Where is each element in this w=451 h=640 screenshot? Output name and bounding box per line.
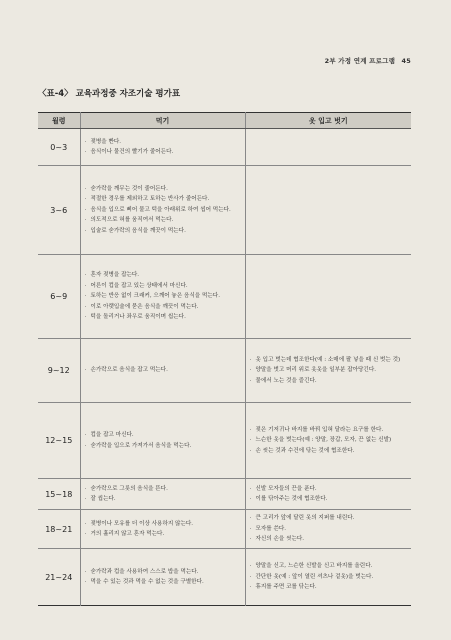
age-cell: 18~21: [38, 510, 80, 549]
self-help-evaluation-table: [38, 112, 411, 606]
age-cell: 15~18: [38, 479, 80, 510]
eating-list: [85, 567, 241, 588]
dressing-cell: [245, 510, 411, 549]
eating-cell: [80, 255, 245, 339]
dressing-list: [250, 484, 408, 505]
dressing-item: · 큰 고리가 앞에 달린 옷의 지퍼를 내린다.: [250, 513, 408, 524]
header-age: 월령: [38, 113, 80, 129]
eating-item: · 먹을 수 있는 것과 먹을 수 없는 것을 구별한다.: [85, 577, 241, 588]
eating-item: · 이로 아랫입술에 묻은 음식을 깨끗이 먹는다.: [85, 302, 241, 313]
eating-item: · 숟가락과 컵을 사용하여 스스로 밥을 먹는다.: [85, 567, 241, 578]
dressing-item: · 옷 입고 벗는데 협조한다(예 : 소매에 팔 넣을 때 신 벗는 것): [250, 355, 408, 366]
eating-list: [85, 519, 241, 540]
eating-item: · 손가락으로 음식을 잡고 먹는다.: [85, 365, 241, 376]
eating-list: [85, 184, 241, 237]
dressing-cell: [245, 129, 411, 166]
age-cell: 3~6: [38, 166, 80, 255]
eating-item: · 컵을 잡고 마신다.: [85, 430, 241, 441]
dressing-cell: [245, 549, 411, 606]
eating-list: [85, 484, 241, 505]
table-row: [38, 403, 411, 479]
eating-item: · 의도적으로 혀를 움직여서 먹는다.: [85, 215, 241, 226]
age-cell: 0~3: [38, 129, 80, 166]
dressing-cell: [245, 255, 411, 339]
table-row: [38, 549, 411, 606]
table-row: [38, 339, 411, 403]
eating-list: [85, 365, 241, 376]
dressing-list: [250, 355, 408, 387]
dressing-item: · 간단한 옷(예 : 앞이 열린 셔츠나 겉옷)을 벗는다.: [250, 572, 408, 583]
dressing-item: · 느슨한 옷을 벗는다(예 : 양말, 장갑, 모자, 끈 없는 신발): [250, 435, 408, 446]
age-cell: 9~12: [38, 339, 80, 403]
eating-item: · 젖병을 빤다.: [85, 137, 241, 148]
header-eating: 먹기: [80, 113, 245, 129]
age-cell: 6~9: [38, 255, 80, 339]
eating-cell: [80, 403, 245, 479]
eating-cell: [80, 129, 245, 166]
eating-cell: [80, 549, 245, 606]
age-cell: 12~15: [38, 403, 80, 479]
dressing-cell: [245, 166, 411, 255]
page-number: 45: [401, 57, 411, 65]
dressing-list: [250, 425, 408, 457]
eating-list: [85, 137, 241, 158]
eating-item: · 어른이 컵을 잡고 있는 상태에서 마신다.: [85, 281, 241, 292]
table-header-row: [38, 113, 411, 129]
eating-item: · 토하는 반응 없이 크래커, 으깨어 놓은 음식을 먹는다.: [85, 291, 241, 302]
table-row: [38, 510, 411, 549]
dressing-item: · 휴지를 주면 코를 닦는다.: [250, 582, 408, 593]
dressing-item: · 모자를 쓴다.: [250, 524, 408, 535]
header-dressing: 옷 입고 벗기: [245, 113, 411, 129]
eating-cell: [80, 166, 245, 255]
dressing-cell: [245, 403, 411, 479]
dressing-item: · 이를 닦아주는 것에 협조한다.: [250, 494, 408, 505]
dressing-item: · 양말을 신고, 느슨한 신발을 신고 바지를 올린다.: [250, 561, 408, 572]
dressing-item: · 물에서 노는 것을 즐긴다.: [250, 376, 408, 387]
eating-item: · 음식이나 물건의 빨기가 줄어든다.: [85, 147, 241, 158]
eating-item: · 적절한 경우를 제외하고 토하는 반사가 줄어든다.: [85, 194, 241, 205]
dressing-item: · 손 씻는 것과 수건에 닦는 것에 협조한다.: [250, 446, 408, 457]
dressing-item: · 젖은 기저귀나 바지를 바꿔 입혀 달라는 요구를 한다.: [250, 425, 408, 436]
eating-cell: [80, 510, 245, 549]
eating-item: · 턱을 돌리거나 좌우로 움직이며 씹는다.: [85, 312, 241, 323]
eating-cell: [80, 479, 245, 510]
running-header-text: 2부 가정 연계 프로그램: [324, 57, 396, 65]
eating-list: [85, 430, 241, 451]
eating-item: · 잘 씹는다.: [85, 494, 241, 505]
dressing-cell: [245, 339, 411, 403]
dressing-list: [250, 561, 408, 593]
dressing-item: · 신발 모자들의 끈을 푼다.: [250, 484, 408, 495]
eating-item: · 혼자 젖병을 잡는다.: [85, 270, 241, 281]
dressing-item: · 양말을 벗고 머리 위로 옷옷을 일부분 잡아당긴다.: [250, 365, 408, 376]
table-row: [38, 255, 411, 339]
table-row: [38, 129, 411, 166]
dressing-list: [250, 513, 408, 545]
age-cell: 21~24: [38, 549, 80, 606]
eating-list: [85, 270, 241, 323]
table-row: [38, 479, 411, 510]
eating-cell: [80, 339, 245, 403]
eating-item: · 숟가락으로 그릇의 음식을 뜬다.: [85, 484, 241, 495]
eating-item: · 입술로 숟가락의 음식을 깨끗이 먹는다.: [85, 226, 241, 237]
eating-item: · 젖병이나 모유를 더 이상 사용하지 않는다.: [85, 519, 241, 530]
eating-item: · 음식을 입으로 삐어 물고 턱을 아래위로 하여 씹어 먹는다.: [85, 205, 241, 216]
eating-item: · 숟가락을 깨무는 것이 줄어든다.: [85, 184, 241, 195]
dressing-cell: [245, 479, 411, 510]
table-row: [38, 166, 411, 255]
dressing-item: · 자신의 손을 씻는다.: [250, 534, 408, 545]
running-header: [325, 56, 411, 65]
table-title: 〈표-4〉 교육과정중 자조기술 평가표: [38, 89, 181, 99]
eating-item: · 거의 흘리지 않고 혼자 먹는다.: [85, 529, 241, 540]
eating-item: · 숟가락을 입으로 가져가서 음식을 먹는다.: [85, 441, 241, 452]
